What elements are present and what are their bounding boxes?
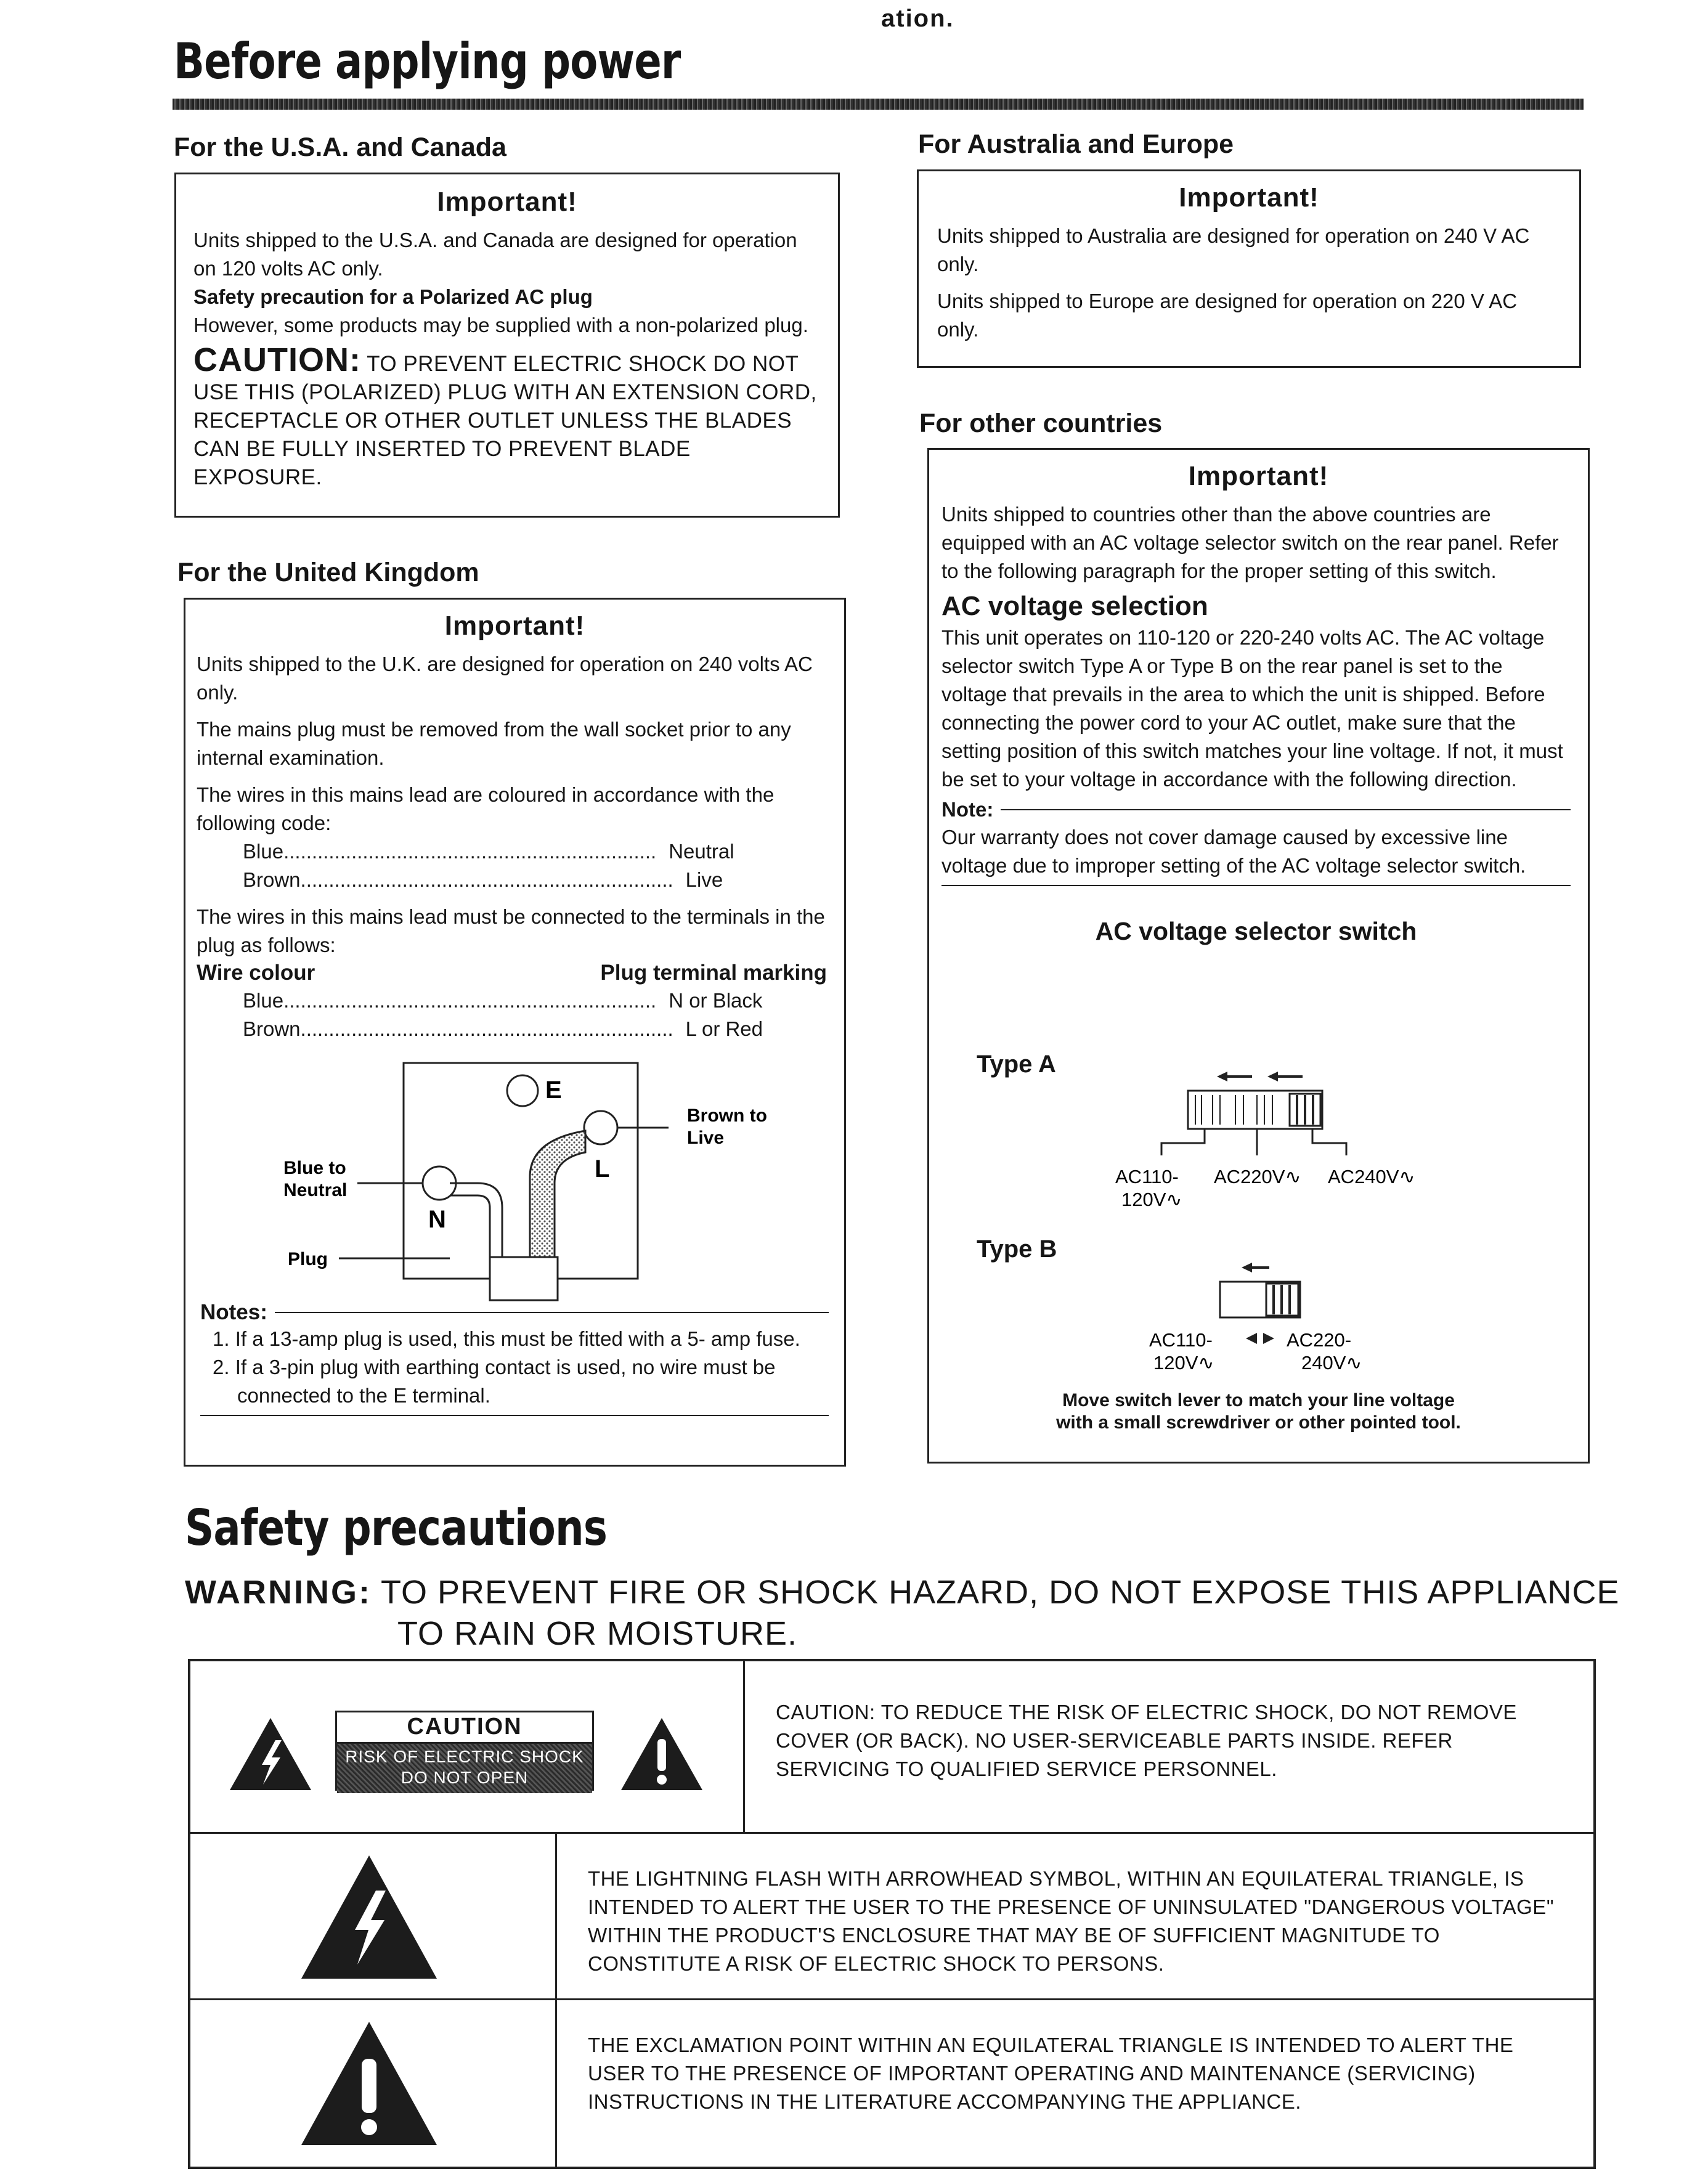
aus-important: Important! <box>1179 182 1319 213</box>
lightning-triangle-icon <box>298 1852 440 1982</box>
uk-code1-value: Neutral <box>669 840 734 863</box>
uk-code2-value: N or Black <box>669 989 763 1012</box>
top-text-fragment: ation. <box>881 5 954 32</box>
other-note-label: Note: <box>941 798 994 821</box>
aus-heading: For Australia and Europe <box>918 129 1234 159</box>
live-terminal-icon <box>584 1111 617 1144</box>
row2-text: THE LIGHTNING FLASH WITH ARROWHEAD SYMBOL, WITHIN AN EQUILATERAL TRIANGLE, IS INTENDED TO ALERT THE USER TO THE PRESENCE OF UNINSULATED "DANGEROUS VOLTAGE" WITHIN THE PRODUCT'S ENCLOSURE THAT MAY BE OF SUFFICIENT MAGNITUDE TO CONSTITUTE A RISK OF ELECTRIC SHOCK TO PERSONS. <box>588 1867 1555 1975</box>
label-n: N <box>428 1206 446 1233</box>
uk-code1 <box>197 837 827 894</box>
before-applying-power-title: Before applying power <box>174 33 681 90</box>
row1-text-cell <box>745 1661 1593 1834</box>
type-b-label-110: AC110- <box>1149 1329 1213 1351</box>
uk-code1-value: Live <box>685 868 723 891</box>
caution-badge-line-1: RISK OF ELECTRIC SHOCK <box>345 1747 584 1766</box>
uk-p1: Units shipped to the U.K. are designed for operation on 240 volts AC only. <box>197 653 813 704</box>
aus-box <box>917 169 1581 368</box>
blue-wire-icon <box>450 1183 502 1266</box>
warning-text-2: TO RAIN OR MOISTURE. <box>397 1615 798 1652</box>
caution-badge-line-2: DO NOT OPEN <box>401 1768 529 1787</box>
label-e: E <box>545 1077 562 1104</box>
lightning-triangle-small-icon <box>227 1716 314 1793</box>
row2-text-cell <box>557 1834 1593 2000</box>
caution-badge-title: CAUTION <box>337 1712 592 1744</box>
blue-to-neutral-label-1: Blue to <box>283 1158 346 1178</box>
uk-body <box>185 641 844 1043</box>
usa-p2: However, some products may be supplied with a non-polarized plug. <box>193 314 808 336</box>
uk-code1-row: Brown .................................................................. Live <box>243 866 827 894</box>
other-body <box>929 492 1588 945</box>
arrow-left-icon <box>1246 1333 1257 1344</box>
usa-caution <box>193 341 821 492</box>
type-a-label-110: AC110- <box>1115 1166 1179 1187</box>
label-l: L <box>595 1155 610 1183</box>
move-switch-text <box>927 1390 1590 1434</box>
uk-code2-row: Brown .................................................................. L or Red <box>243 1015 827 1043</box>
uk-col-plug: Plug terminal marking <box>600 961 827 985</box>
uk-code1-key: Blue <box>243 840 284 863</box>
safety-precautions-title: Safety precautions <box>185 1499 608 1557</box>
row2-symbol-cell <box>190 1834 557 2000</box>
arrow-right-icon <box>1263 1333 1274 1344</box>
uk-code1-key: Brown <box>243 868 301 891</box>
type-a-label-120: 120V∿ <box>1121 1189 1182 1210</box>
other-note-text: Our warranty does not cover damage caused by excessive line voltage due to improper setting of the AC voltage selector switch. <box>941 826 1526 877</box>
move-switch-line-1: Move switch lever to match your line voltage <box>1062 1390 1455 1411</box>
other-heading: For other countries <box>919 409 1163 438</box>
other-p1: Units shipped to countries other than the above countries are equipped with an AC voltage selector switch on the rear panel. Refer to the following paragraph for the proper setting of this switch. <box>941 503 1559 582</box>
other-p2: This unit operates on 110-120 or 220-240 volts AC. The AC voltage selector switch Type A or Type B on the rear panel is set to the voltage that prevails in the area to which the unit is shipped. Before connecting the power cord to your AC outlet, make sure that the setting position of this switch matches your line voltage. If not, it must be set to your voltage in accordance with the following direction. <box>941 626 1563 791</box>
uk-code2-key: Blue <box>243 989 284 1012</box>
blue-to-neutral-label-2: Neutral <box>283 1180 348 1200</box>
uk-notes-header <box>200 1300 829 1325</box>
aus-body <box>919 213 1579 344</box>
type-a-switch-diagram <box>1109 1063 1454 1211</box>
exclamation-triangle-icon <box>298 2019 440 2148</box>
uk-notes-label: Notes: <box>200 1300 267 1324</box>
caution-badge <box>335 1711 594 1791</box>
uk-code1-row: Blue .................................................................. Neutral <box>243 837 827 866</box>
type-b-label: Type B <box>977 1236 1057 1263</box>
usa-safety-title: Safety precaution for a Polarized AC plug <box>193 285 593 308</box>
type-b-label-220: AC220- <box>1287 1329 1352 1351</box>
uk-important: Important! <box>444 611 585 641</box>
row3-symbol-cell <box>190 2000 557 2167</box>
uk-col-wire: Wire colour <box>197 961 315 985</box>
type-a-label-220: AC220V∿ <box>1214 1166 1301 1187</box>
row3-text: THE EXCLAMATION POINT WITHIN AN EQUILATERAL TRIANGLE IS INTENDED TO ALERT THE USER TO THE PRESENCE OF IMPORTANT OPERATING AND MAINTENANCE (SERVICING) INSTRUCTIONS IN THE LITERATURE ACCOMPANYING THE APPLIANCE. <box>588 2034 1514 2113</box>
uk-plug-diagram <box>265 1060 807 1306</box>
row1-text: CAUTION: TO REDUCE THE RISK OF ELECTRIC SHOCK, DO NOT REMOVE COVER (OR BACK). NO USER-SERVICEABLE PARTS INSIDE. REFER SERVICING TO QUALIFIED SERVICE PERSONNEL. <box>776 1701 1517 1780</box>
uk-heading: For the United Kingdom <box>177 558 479 587</box>
usa-p1: Units shipped to the U.S.A. and Canada are designed for operation on 120 volts AC only. <box>193 229 797 280</box>
usa-caution-label: CAUTION: <box>193 341 361 378</box>
usa-important: Important! <box>437 187 577 217</box>
type-a-label: Type A <box>977 1051 1056 1078</box>
type-a-label-240: AC240V∿ <box>1328 1166 1415 1187</box>
brown-wire-icon <box>530 1131 585 1266</box>
uk-notes <box>200 1300 829 1416</box>
usa-box <box>174 173 840 518</box>
uk-note-2: 2. If a 3-pin plug with earthing contact is used, no wire must be connected to the E terminal. <box>213 1356 776 1407</box>
uk-column-headers <box>197 959 827 987</box>
aus-p2: Units shipped to Europe are designed for operation on 220 V AC only. <box>937 290 1518 341</box>
earth-terminal-icon <box>507 1075 538 1106</box>
uk-code2-value: L or Red <box>685 1017 763 1040</box>
usa-heading: For the U.S.A. and Canada <box>174 132 506 162</box>
uk-p3: The wires in this mains lead are coloured in accordance with the following code: <box>197 783 775 834</box>
row3-text-cell <box>557 2000 1593 2167</box>
safety-table <box>188 1659 1596 2169</box>
move-switch-line-2: with a small screwdriver or other pointed tool. <box>1056 1412 1461 1433</box>
brown-to-live-label-1: Brown to <box>687 1105 767 1126</box>
type-b-label-120: 120V∿ <box>1153 1352 1214 1374</box>
uk-p4: The wires in this mains lead must be connected to the terminals in the plug as follows: <box>197 905 825 956</box>
caution-badge-sub <box>337 1744 592 1793</box>
uk-code2-row: Blue .................................................................. N or Black <box>243 987 827 1015</box>
warning-line-1 <box>185 1573 1619 1611</box>
plug-label: Plug <box>288 1249 328 1269</box>
warning-label: WARNING: <box>185 1574 372 1611</box>
type-b-switch-diagram <box>1140 1260 1399 1383</box>
row1-symbol-cell <box>190 1661 745 1834</box>
switch-title: AC voltage selector switch <box>1095 917 1417 945</box>
usa-body <box>176 218 838 492</box>
ac-voltage-selection-title: AC voltage selection <box>941 591 1208 621</box>
uk-code2 <box>197 987 827 1043</box>
other-important: Important! <box>1188 461 1329 491</box>
warning-text-1: TO PREVENT FIRE OR SHOCK HAZARD, DO NOT EXPOSE THIS APPLIANCE <box>381 1574 1620 1611</box>
other-note-header <box>941 796 1571 823</box>
aus-p1: Units shipped to Australia are designed for operation on 240 V AC only. <box>937 224 1530 275</box>
type-b-label-240: 240V∿ <box>1301 1352 1362 1374</box>
usa-caution-text: TO PREVENT ELECTRIC SHOCK DO NOT USE THIS (POLARIZED) PLUG WITH AN EXTENSION CORD, RECEPTACLE OR OTHER OUTLET UNLESS THE BLADES CAN BE FULLY INSERTED TO PREVENT BLADE EXPOSURE. <box>193 352 817 489</box>
title-rule <box>173 99 1584 110</box>
exclamation-triangle-small-icon <box>619 1716 705 1793</box>
uk-code2-key: Brown <box>243 1017 301 1040</box>
brown-to-live-label-2: Live <box>687 1128 725 1148</box>
uk-p2: The mains plug must be removed from the wall socket prior to any internal examination. <box>197 718 791 769</box>
uk-note-1: 1. If a 13-amp plug is used, this must be fitted with a 5- amp fuse. <box>213 1327 800 1350</box>
